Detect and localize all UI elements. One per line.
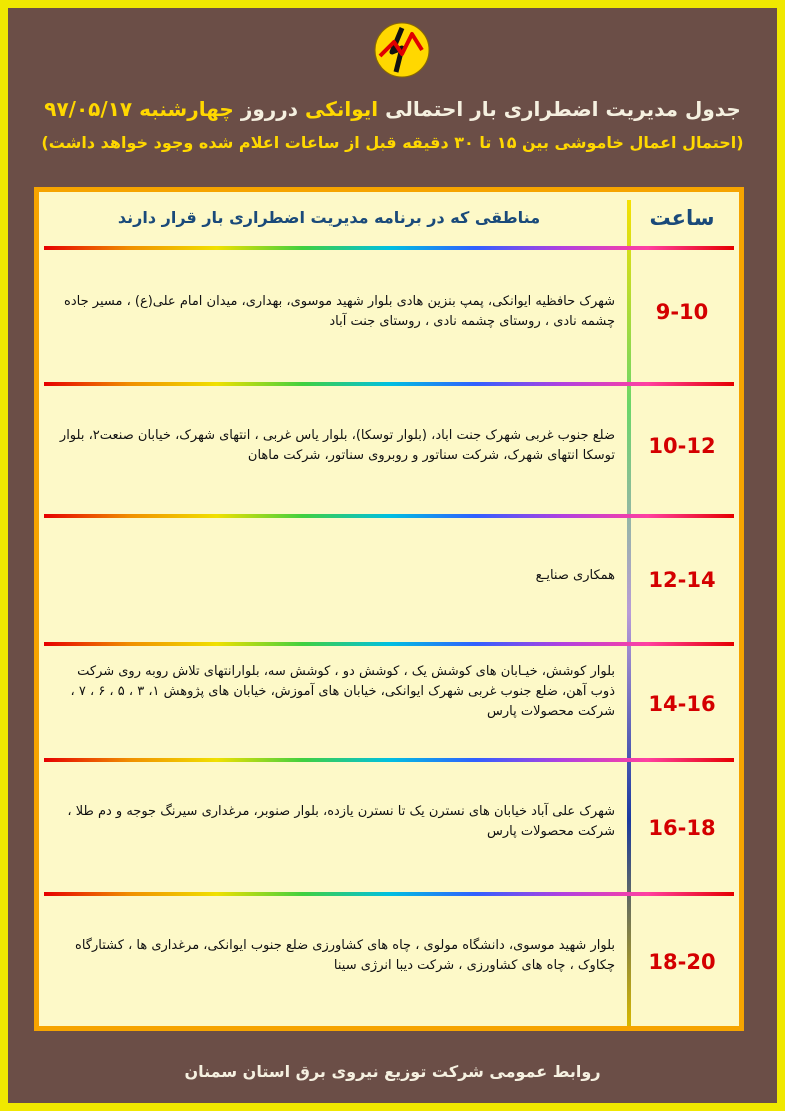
table-row [39, 388, 739, 514]
column-header-areas: مناطقی که در برنامه مدیریت اضطراری بار قرار دارند [117, 208, 541, 227]
row-areas: بلوار شهید موسوی، دانشگاه مولوی ، چاه های کشاورزی ضلع جنوب ایوانکی، مرغداری ها ، کشتارگاه چکاوک ، چاه های کشاورزی ، شرکت دیبا انرژی سینا [75, 938, 615, 973]
row-divider [44, 642, 734, 646]
footer-text: روابط عمومی شرکت توزیع نیروی برق استان سمنان [184, 1062, 601, 1081]
table-row [39, 520, 739, 644]
title-date: چهارشنبه ۹۷/۰۵/۱۷ [44, 97, 234, 121]
row-areas: شهرک حافظیه ایوانکی، پمپ بنزین هادی بلوار شهید موسوی، بهداری، میدان امام علی(ع) ، مسیر جاده چشمه نادی ، روستای چشمه نادی ، روستای جنت آباد [64, 294, 615, 329]
row-divider [44, 382, 734, 386]
page-subtitle: (احتمال اعمال خاموشی بین ۱۵ تا ۳۰ دقیقه قبل از ساعات اعلام شده وجود خواهد داشت) [41, 133, 744, 152]
table-row [39, 648, 739, 758]
row-hour: 9-10 [655, 300, 709, 324]
schedule-table [34, 187, 744, 1031]
title-city: ایوانکی [305, 97, 379, 121]
row-hour: 16-18 [648, 816, 716, 840]
row-hour: 18-20 [648, 950, 716, 974]
title-text-2: درروز [240, 97, 299, 121]
page-title [38, 97, 747, 121]
row-hour: 10-12 [648, 434, 716, 458]
column-header-hour: ساعت [649, 206, 715, 230]
table-row [39, 764, 739, 890]
row-divider [44, 758, 734, 762]
row-areas: ضلع جنوب غربی شهرک جنت اباد، (بلوار توسکا)، بلوار یاس غربی ، انتهای شهرک، خیابان صنعت۲، بلوار توسکا انتهای شهرک، شرکت سناتور و روبروی سناتور، شرکت ماهان [59, 428, 615, 463]
power-company-logo-icon [372, 20, 432, 80]
row-areas: شهرک علی آباد خیابان های نسترن یک تا نسترن یازده، بلوار صنوبر، مرغداری سیرنگ جوجه و دم طلا ، شرکت محصولات پارس [67, 804, 615, 839]
row-divider [44, 514, 734, 518]
row-hour: 14-16 [648, 692, 716, 716]
row-areas: همکاری صنایـع [535, 568, 615, 583]
poster-frame [8, 8, 777, 1103]
row-hour: 12-14 [648, 568, 716, 592]
row-areas: بلوار کوشش، خیـابان های کوشش یک ، کوشش دو ، کوشش سه، بلوارانتهای تلاش روبه روی شرکت ذوب آهن، ضلع جنوب غربی شهرک ایوانکی، خیابان های آموزش، خیابان های پژوهش ۱، ۳ ، ۵ ، ۶ ، ۷ ، شرکت محصولات پارس [70, 664, 615, 719]
title-text: جدول مدیریت اضطراری بار احتمالی [385, 97, 741, 121]
table-row [39, 252, 739, 382]
row-divider [44, 892, 734, 896]
table-row [39, 898, 739, 1024]
row-divider [44, 246, 734, 250]
